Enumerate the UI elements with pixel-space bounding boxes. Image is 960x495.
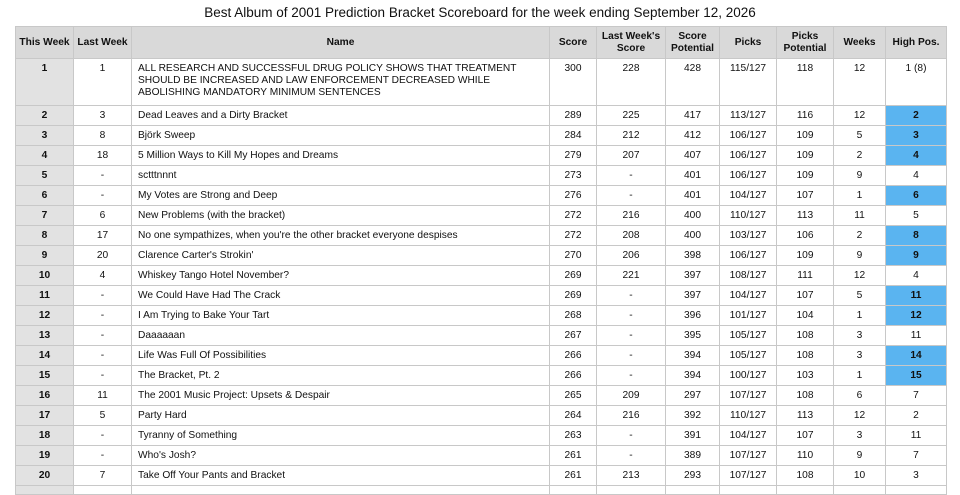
high-pos-cell: 4	[886, 266, 947, 286]
this-week-cell: 20	[16, 466, 74, 486]
weeks-cell: 5	[834, 286, 886, 306]
weeks-cell: 6	[834, 386, 886, 406]
last-week-cell: 5	[74, 406, 132, 426]
picks-potential-cell: 111	[777, 266, 834, 286]
high-pos-cell: 3	[886, 466, 947, 486]
last-week-score-cell: 206	[597, 246, 666, 266]
high-pos-cell: 11	[886, 326, 947, 346]
name-cell: I Am Trying to Bake Your Tart	[132, 306, 550, 326]
picks-cell: 107/127	[720, 466, 777, 486]
column-header-high-pos[interactable]: High Pos.	[886, 27, 947, 59]
last-week-score-cell: 213	[597, 466, 666, 486]
last-week-score-cell: 216	[597, 206, 666, 226]
last-week-score-cell: 212	[597, 126, 666, 146]
this-week-cell: 13	[16, 326, 74, 346]
score-cell: 269	[550, 286, 597, 306]
score-potential-cell: 407	[666, 146, 720, 166]
score-cell: 263	[550, 426, 597, 446]
picks-cell: 110/127	[720, 206, 777, 226]
table-row[interactable]	[16, 166, 947, 186]
name-cell: Whiskey Tango Hotel November?	[132, 266, 550, 286]
picks-cell: 113/127	[720, 106, 777, 126]
page-title: Best Album of 2001 Prediction Bracket Scoreboard for the week ending September 12, 2026	[204, 5, 756, 20]
column-header-score-potential[interactable]: Score Potential	[666, 27, 720, 59]
picks-potential-cell: 103	[777, 366, 834, 386]
last-week-score-cell: -	[597, 366, 666, 386]
picks-potential-cell: 108	[777, 326, 834, 346]
table-row[interactable]	[16, 206, 947, 226]
score-potential-cell: 297	[666, 386, 720, 406]
last-week-score-cell: 228	[597, 59, 666, 106]
score-potential-cell: 391	[666, 426, 720, 446]
last-week-cell: -	[74, 306, 132, 326]
last-week-cell: -	[74, 326, 132, 346]
picks-potential-cell: 116	[777, 106, 834, 126]
name-cell: New Problems (with the bracket)	[132, 206, 550, 226]
this-week-cell: 12	[16, 306, 74, 326]
score-potential-cell: 417	[666, 106, 720, 126]
name-cell: My Votes are Strong and Deep	[132, 186, 550, 206]
this-week-cell: 5	[16, 166, 74, 186]
last-week-cell	[74, 486, 132, 495]
table-row-partial	[16, 486, 947, 495]
name-cell: Life Was Full Of Possibilities	[132, 346, 550, 366]
weeks-cell: 10	[834, 466, 886, 486]
name-cell: Dead Leaves and a Dirty Bracket	[132, 106, 550, 126]
column-header-score[interactable]: Score	[550, 27, 597, 59]
table-row[interactable]	[16, 386, 947, 406]
last-week-score-cell: 208	[597, 226, 666, 246]
name-cell: Clarence Carter's Strokin'	[132, 246, 550, 266]
high-pos-cell: 3	[886, 126, 947, 146]
last-week-score-cell: -	[597, 286, 666, 306]
table-row[interactable]	[16, 246, 947, 266]
weeks-cell: 9	[834, 246, 886, 266]
score-potential-cell: 394	[666, 346, 720, 366]
picks-cell	[720, 486, 777, 495]
name-cell: We Could Have Had The Crack	[132, 286, 550, 306]
picks-potential-cell: 107	[777, 426, 834, 446]
this-week-cell: 17	[16, 406, 74, 426]
name-cell: Party Hard	[132, 406, 550, 426]
last-week-cell: -	[74, 166, 132, 186]
score-cell: 261	[550, 466, 597, 486]
last-week-cell: -	[74, 346, 132, 366]
table-row[interactable]	[16, 466, 947, 486]
column-header-this-week[interactable]: This Week	[16, 27, 74, 59]
picks-cell: 103/127	[720, 226, 777, 246]
weeks-cell: 12	[834, 59, 886, 106]
picks-potential-cell: 108	[777, 466, 834, 486]
weeks-cell	[834, 486, 886, 495]
table-row[interactable]	[16, 286, 947, 306]
score-potential-cell: 397	[666, 286, 720, 306]
name-cell: No one sympathizes, when you're the other bracket everyone despises	[132, 226, 550, 246]
this-week-cell: 4	[16, 146, 74, 166]
score-cell: 264	[550, 406, 597, 426]
picks-cell: 105/127	[720, 326, 777, 346]
weeks-cell: 1	[834, 306, 886, 326]
this-week-cell	[16, 486, 74, 495]
name-cell: Daaaaaan	[132, 326, 550, 346]
last-week-cell: 1	[74, 59, 132, 106]
score-cell: 272	[550, 226, 597, 246]
picks-potential-cell: 109	[777, 146, 834, 166]
weeks-cell: 11	[834, 206, 886, 226]
score-potential-cell: 293	[666, 466, 720, 486]
picks-cell: 104/127	[720, 186, 777, 206]
table-row[interactable]	[16, 226, 947, 246]
picks-cell: 110/127	[720, 406, 777, 426]
high-pos-cell: 1 (8)	[886, 59, 947, 106]
last-week-cell: -	[74, 286, 132, 306]
score-cell: 300	[550, 59, 597, 106]
table-row[interactable]	[16, 366, 947, 386]
picks-potential-cell: 108	[777, 346, 834, 366]
scoreboard-table	[15, 26, 947, 495]
last-week-cell: -	[74, 186, 132, 206]
column-header-last-week[interactable]: Last Week	[74, 27, 132, 59]
this-week-cell: 7	[16, 206, 74, 226]
table-row[interactable]	[16, 306, 947, 326]
table-row[interactable]	[16, 266, 947, 286]
score-cell: 268	[550, 306, 597, 326]
score-cell: 265	[550, 386, 597, 406]
score-cell: 270	[550, 246, 597, 266]
last-week-cell: 8	[74, 126, 132, 146]
last-week-cell: 7	[74, 466, 132, 486]
score-cell: 276	[550, 186, 597, 206]
high-pos-cell: 12	[886, 306, 947, 326]
last-week-score-cell: -	[597, 426, 666, 446]
column-header-last-weeks-score[interactable]: Last Week's Score	[597, 27, 666, 59]
score-potential-cell: 428	[666, 59, 720, 106]
name-cell: Who's Josh?	[132, 446, 550, 466]
high-pos-cell: 11	[886, 286, 947, 306]
high-pos-cell: 14	[886, 346, 947, 366]
high-pos-cell: 9	[886, 246, 947, 266]
picks-potential-cell	[777, 486, 834, 495]
column-header-weeks[interactable]: Weeks	[834, 27, 886, 59]
weeks-cell: 2	[834, 226, 886, 246]
weeks-cell: 9	[834, 166, 886, 186]
column-header-picks-potential[interactable]: Picks Potential	[777, 27, 834, 59]
column-header-name[interactable]: Name	[132, 27, 550, 59]
last-week-cell: 6	[74, 206, 132, 226]
name-cell: Tyranny of Something	[132, 426, 550, 446]
score-cell: 284	[550, 126, 597, 146]
picks-cell: 108/127	[720, 266, 777, 286]
table-row[interactable]	[16, 59, 947, 106]
weeks-cell: 1	[834, 186, 886, 206]
weeks-cell: 12	[834, 266, 886, 286]
high-pos-cell: 11	[886, 426, 947, 446]
picks-cell: 104/127	[720, 426, 777, 446]
score-potential-cell: 392	[666, 406, 720, 426]
high-pos-cell	[886, 486, 947, 495]
last-week-cell: -	[74, 426, 132, 446]
picks-potential-cell: 110	[777, 446, 834, 466]
score-potential-cell	[666, 486, 720, 495]
last-week-cell: 18	[74, 146, 132, 166]
name-cell: 5 Million Ways to Kill My Hopes and Dreams	[132, 146, 550, 166]
last-week-cell: 11	[74, 386, 132, 406]
name-cell	[132, 486, 550, 495]
high-pos-cell: 2	[886, 106, 947, 126]
picks-potential-cell: 113	[777, 406, 834, 426]
picks-potential-cell: 108	[777, 386, 834, 406]
picks-cell: 101/127	[720, 306, 777, 326]
high-pos-cell: 6	[886, 186, 947, 206]
column-header-picks[interactable]: Picks	[720, 27, 777, 59]
last-week-score-cell: -	[597, 186, 666, 206]
score-potential-cell: 401	[666, 186, 720, 206]
score-cell	[550, 486, 597, 495]
weeks-cell: 5	[834, 126, 886, 146]
last-week-cell: 4	[74, 266, 132, 286]
last-week-score-cell: 209	[597, 386, 666, 406]
this-week-cell: 16	[16, 386, 74, 406]
this-week-cell: 15	[16, 366, 74, 386]
picks-cell: 106/127	[720, 166, 777, 186]
high-pos-cell: 5	[886, 206, 947, 226]
score-potential-cell: 398	[666, 246, 720, 266]
table-row[interactable]	[16, 326, 947, 346]
weeks-cell: 12	[834, 406, 886, 426]
last-week-score-cell: -	[597, 346, 666, 366]
high-pos-cell: 4	[886, 166, 947, 186]
table-row[interactable]	[16, 426, 947, 446]
high-pos-cell: 4	[886, 146, 947, 166]
last-week-score-cell: -	[597, 306, 666, 326]
score-cell: 279	[550, 146, 597, 166]
last-week-cell: -	[74, 446, 132, 466]
name-cell: The 2001 Music Project: Upsets & Despair	[132, 386, 550, 406]
last-week-score-cell: -	[597, 166, 666, 186]
high-pos-cell: 8	[886, 226, 947, 246]
table-row[interactable]	[16, 346, 947, 366]
last-week-score-cell: 221	[597, 266, 666, 286]
name-cell: sctttnnnt	[132, 166, 550, 186]
picks-potential-cell: 118	[777, 59, 834, 106]
this-week-cell: 8	[16, 226, 74, 246]
this-week-cell: 3	[16, 126, 74, 146]
last-week-score-cell	[597, 486, 666, 495]
weeks-cell: 3	[834, 426, 886, 446]
last-week-cell: 17	[74, 226, 132, 246]
last-week-score-cell: -	[597, 446, 666, 466]
weeks-cell: 1	[834, 366, 886, 386]
this-week-cell: 11	[16, 286, 74, 306]
high-pos-cell: 15	[886, 366, 947, 386]
score-cell: 273	[550, 166, 597, 186]
score-potential-cell: 400	[666, 206, 720, 226]
score-potential-cell: 412	[666, 126, 720, 146]
picks-potential-cell: 107	[777, 286, 834, 306]
score-potential-cell: 396	[666, 306, 720, 326]
weeks-cell: 2	[834, 146, 886, 166]
picks-potential-cell: 113	[777, 206, 834, 226]
last-week-cell: 20	[74, 246, 132, 266]
score-potential-cell: 394	[666, 366, 720, 386]
table-row[interactable]	[16, 186, 947, 206]
table-row[interactable]	[16, 146, 947, 166]
score-cell: 266	[550, 366, 597, 386]
name-cell: Björk Sweep	[132, 126, 550, 146]
score-cell: 269	[550, 266, 597, 286]
name-cell: The Bracket, Pt. 2	[132, 366, 550, 386]
picks-cell: 107/127	[720, 386, 777, 406]
score-potential-cell: 395	[666, 326, 720, 346]
picks-cell: 115/127	[720, 59, 777, 106]
score-potential-cell: 400	[666, 226, 720, 246]
weeks-cell: 3	[834, 346, 886, 366]
score-cell: 267	[550, 326, 597, 346]
header-row	[16, 27, 947, 59]
picks-potential-cell: 109	[777, 166, 834, 186]
this-week-cell: 18	[16, 426, 74, 446]
table-row[interactable]	[16, 446, 947, 466]
this-week-cell: 1	[16, 59, 74, 106]
last-week-score-cell: 216	[597, 406, 666, 426]
picks-potential-cell: 109	[777, 126, 834, 146]
score-cell: 266	[550, 346, 597, 366]
high-pos-cell: 7	[886, 446, 947, 466]
table-row[interactable]	[16, 106, 947, 126]
weeks-cell: 9	[834, 446, 886, 466]
score-cell: 289	[550, 106, 597, 126]
last-week-cell: 3	[74, 106, 132, 126]
table-row[interactable]	[16, 406, 947, 426]
last-week-score-cell: 225	[597, 106, 666, 126]
name-cell: ALL RESEARCH AND SUCCESSFUL DRUG POLICY SHOWS THAT TREATMENT SHOULD BE INCREASED AND LAW ENFORCEMENT DECREASED WHILE ABOLISHING MANDATORY MINIMUM SENTENCES	[132, 59, 550, 106]
weeks-cell: 12	[834, 106, 886, 126]
this-week-cell: 14	[16, 346, 74, 366]
score-potential-cell: 401	[666, 166, 720, 186]
picks-potential-cell: 104	[777, 306, 834, 326]
this-week-cell: 2	[16, 106, 74, 126]
score-cell: 272	[550, 206, 597, 226]
picks-cell: 104/127	[720, 286, 777, 306]
picks-cell: 105/127	[720, 346, 777, 366]
picks-potential-cell: 107	[777, 186, 834, 206]
picks-cell: 106/127	[720, 246, 777, 266]
high-pos-cell: 7	[886, 386, 947, 406]
high-pos-cell: 2	[886, 406, 947, 426]
last-week-score-cell: -	[597, 326, 666, 346]
this-week-cell: 9	[16, 246, 74, 266]
this-week-cell: 6	[16, 186, 74, 206]
score-cell: 261	[550, 446, 597, 466]
this-week-cell: 19	[16, 446, 74, 466]
picks-potential-cell: 109	[777, 246, 834, 266]
picks-cell: 100/127	[720, 366, 777, 386]
picks-cell: 106/127	[720, 126, 777, 146]
score-potential-cell: 389	[666, 446, 720, 466]
last-week-cell: -	[74, 366, 132, 386]
name-cell: Take Off Your Pants and Bracket	[132, 466, 550, 486]
this-week-cell: 10	[16, 266, 74, 286]
score-potential-cell: 397	[666, 266, 720, 286]
table-row[interactable]	[16, 126, 947, 146]
last-week-score-cell: 207	[597, 146, 666, 166]
picks-cell: 107/127	[720, 446, 777, 466]
picks-cell: 106/127	[720, 146, 777, 166]
picks-potential-cell: 106	[777, 226, 834, 246]
weeks-cell: 3	[834, 326, 886, 346]
